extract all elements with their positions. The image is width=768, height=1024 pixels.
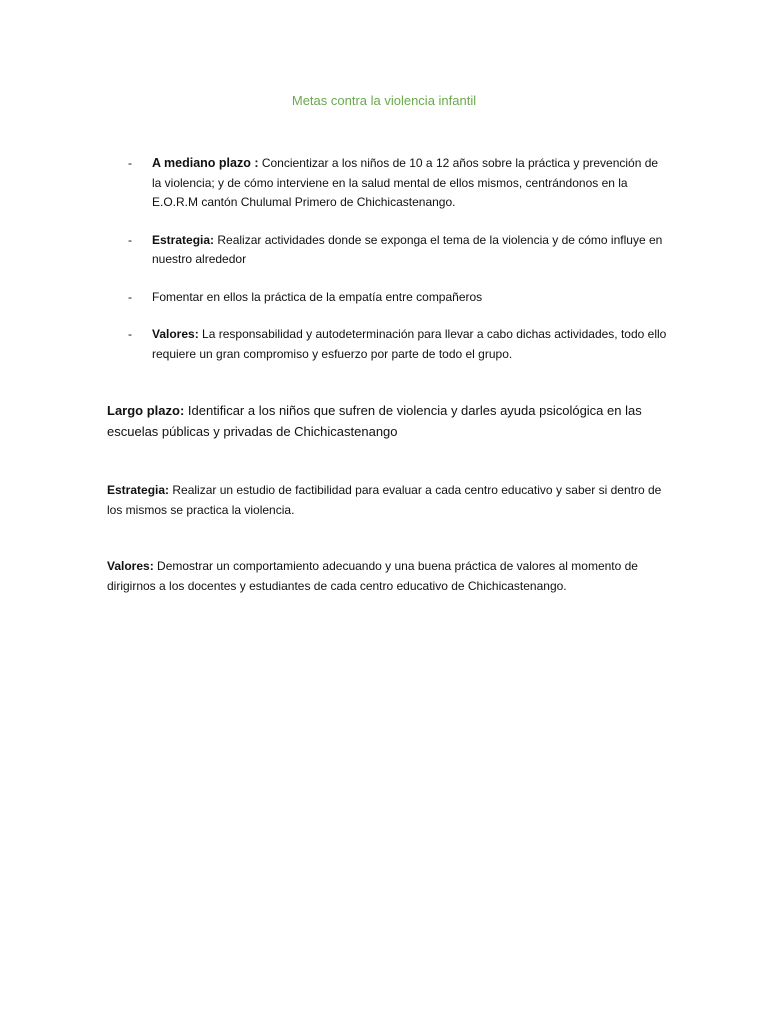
paragraph-label: Valores: <box>107 559 154 573</box>
paragraph-text: Identificar a los niños que sufren de violencia y darles ayuda psicológica en las escuelas públicas y privadas de Chichicastenango <box>107 403 642 439</box>
bullet-marker: - <box>128 232 132 247</box>
paragraph-label: Largo plazo: <box>107 403 185 418</box>
bullet-valores <box>128 325 668 364</box>
bullet-mediano-plazo <box>128 154 668 213</box>
bullet-label: A mediano plazo : <box>152 156 259 170</box>
bullet-marker: - <box>128 156 132 170</box>
bullet-text: Realizar actividades donde se exponga el tema de la violencia y de cómo influye en nuestro alrededor <box>152 232 663 266</box>
bullet-text: La responsabilidad y autodeterminación para llevar a cabo dichas actividades, todo ello requiere un gran compromiso y esfuerzo por parte de todo el grupo. <box>152 327 667 361</box>
bullet-text: Fomentar en ellos la práctica de la empatía entre compañeros <box>152 289 483 304</box>
paragraph-valores <box>107 557 667 596</box>
document-title: Metas contra la violencia infantil <box>291 93 477 108</box>
paragraph-text: Realizar un estudio de factibilidad para evaluar a cada centro educativo y saber si dentro de los mismos se practica la violencia. <box>107 483 662 517</box>
bullet-marker: - <box>128 289 132 304</box>
paragraph-label: Estrategia: <box>107 483 170 497</box>
bullet-text: Concientizar a los niños de 10 a 12 años sobre la práctica y prevención de la violencia; y de cómo interviene en la salud mental de ellos mismos, centrándonos en la E.O.R.M cantón Chulumal Primero de Chichicastenango. <box>152 156 659 209</box>
bullet-label: Valores: <box>152 327 199 341</box>
bullet-list <box>128 154 668 382</box>
paragraph-text: Demostrar un comportamiento adecuando y una buena práctica de valores al momento de dirigirnos a los docentes y estudiantes de cada centro educativo de Chichicastenango. <box>107 559 638 593</box>
paragraph-largo-plazo <box>107 400 667 442</box>
bullet-estrategia <box>128 231 668 270</box>
bullet-empatia <box>128 288 668 308</box>
paragraph-estrategia <box>107 481 667 520</box>
bullet-label: Estrategia: <box>152 232 215 247</box>
bullet-marker: - <box>128 327 132 341</box>
